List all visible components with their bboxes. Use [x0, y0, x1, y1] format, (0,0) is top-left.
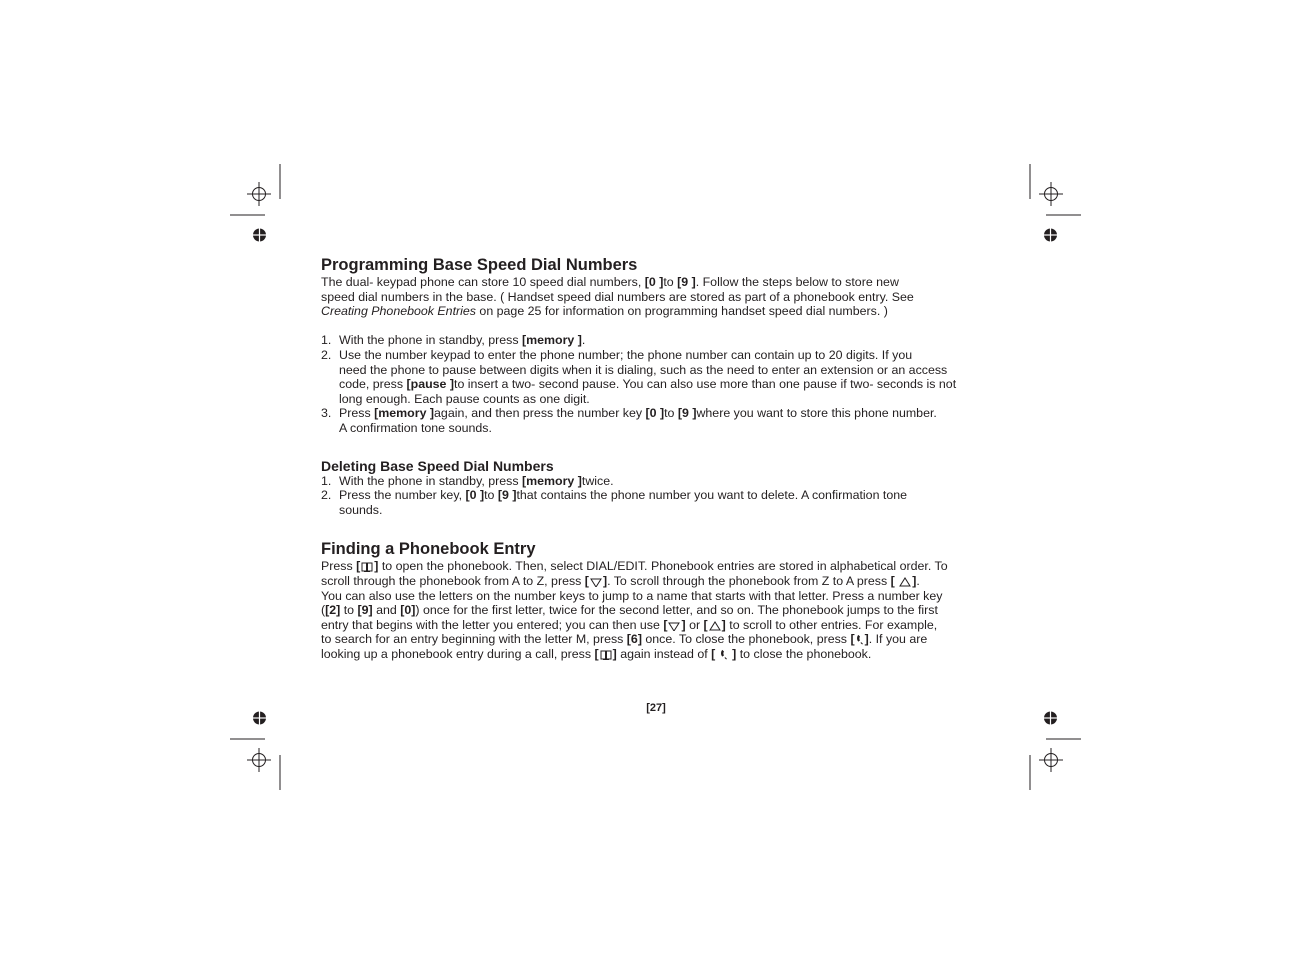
- deleting-steps-list: [321, 474, 993, 518]
- phonebook-icon: [599, 649, 613, 660]
- registration-mark-top-left-icon: [247, 182, 271, 206]
- cross-reference: Creating Phonebook Entries: [321, 304, 476, 319]
- registration-mark-bottom-right-icon: [1039, 748, 1063, 772]
- section-body-finding: Press [ ] to open the phonebook. Then, select DIAL/EDIT. Phonebook entries are stored in alphabetical order. To scroll through the phonebook from A to Z, press [ ]. To scroll through the phonebook from Z to A press [ ]. You can also use the letters on the number keys to jump to a name that starts with that letter. Press a number key ([2] to [9] and [0]) once for the first letter, twice for the second letter, and so on. The phonebook jumps to the first entry that begins with the letter you entered; you can then use [ ] or [ ] to scroll to other entries. For example, to search for an entry beginning with the letter M, press [6] once. To close the phonebook, press [ ]. If you are looking up a phonebook entry during a call, press [ ] again instead of [ ] to close the phonebook.: [321, 559, 948, 661]
- end-call-icon: [719, 649, 729, 660]
- list-item: 3. Press [memory ]again, and then press the number key [0 ]to [9 ]where you want to store this phone number. A confirmation tone sounds.: [321, 406, 937, 435]
- programming-steps-list: [321, 333, 993, 435]
- down-arrow-icon: [589, 576, 603, 587]
- section-title-deleting: Deleting Base Speed Dial Numbers: [321, 457, 554, 474]
- section-title-finding: Finding a Phonebook Entry: [321, 540, 536, 559]
- down-arrow-icon: [667, 620, 681, 631]
- up-arrow-icon: [708, 620, 722, 631]
- page-number: [27]: [646, 702, 666, 714]
- list-item: 2. Use the number keypad to enter the phone number; the phone number can contain up to 20 digits. If you need the phone to pause between digits when it is dialing, such as the need to enter an extension or an access code, press [pause ]to insert a two- second pause. You can also use more than one pause if two- seconds is not long enough. Each pause counts as one digit.: [321, 347, 957, 406]
- registration-mark-bottom-left-icon: [247, 748, 271, 772]
- section-title-programming: Programming Base Speed Dial Numbers: [321, 256, 638, 274]
- up-arrow-icon: [898, 576, 912, 587]
- registration-mark-top-right-icon: [1039, 182, 1063, 206]
- list-item: 1. With the phone in standby, press [memory ]twice.: [321, 473, 614, 488]
- phonebook-icon: [360, 561, 374, 572]
- manual-page-content: [321, 256, 993, 661]
- section-intro-programming: The dual- keypad phone can store 10 speed dial numbers, [0 ]to [9 ]. Follow the steps below to store new speed dial numbers in the base. ( Handset speed dial numbers are stored as part of a phonebook entry. See Creating Phonebook Entries on page 25 for information on programming handset speed dial numbers. ): [321, 275, 914, 319]
- list-item: 2. Press the number key, [0 ]to [9 ]that contains the phone number you want to delete. A confirmation tone sounds.: [321, 488, 908, 517]
- list-item: 1. With the phone in standby, press [memory ].: [321, 333, 586, 348]
- end-call-icon: [855, 634, 865, 645]
